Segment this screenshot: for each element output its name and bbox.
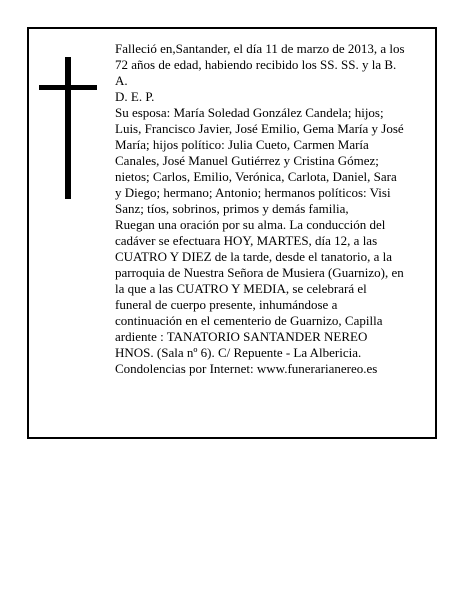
notice-line: Falleció en,Santander, el día 11 de marzo de 2013, a los	[115, 41, 405, 56]
notice-line: Luis, Francisco Javier, José Emilio, Gema María y José	[115, 121, 404, 136]
notice-line: la que a las CUATRO Y MEDIA, se celebrará el	[115, 281, 367, 296]
cross-horizontal-bar	[39, 85, 97, 90]
notice-line: Condolencias por Internet: www.funerarianereo.es	[115, 361, 378, 376]
notice-line: HNOS. (Sala nº 6). C/ Repuente - La Albericia.	[115, 345, 362, 360]
notice-line: ardiente : TANATORIO SANTANDER NEREO	[115, 329, 368, 344]
notice-line: 72 años de edad, habiendo recibido los SS. SS. y la B.	[115, 57, 397, 72]
notice-line: CUATRO Y DIEZ de la tarde, desde el tanatorio, a la	[115, 249, 392, 264]
notice-line: Su esposa: María Soledad González Candela; hijos;	[115, 105, 384, 120]
notice-line: Sanz; tíos, sobrinos, primos y demás familia,	[115, 201, 349, 216]
latin-cross-icon	[39, 57, 97, 199]
notice-line: continuación en el cementerio de Guarnizo, Capilla	[115, 313, 383, 328]
notice-line: y Diego; hermano; Antonio; hermanos políticos: Visi	[115, 185, 391, 200]
notice-line: A.	[115, 73, 128, 88]
notice-line: María; hijos político: Julia Cueto, Carmen María	[115, 137, 369, 152]
cross-vertical-bar	[65, 57, 71, 199]
obituary-notice-frame	[27, 27, 437, 439]
notice-line: D. E. P.	[115, 89, 155, 104]
notice-line: parroquia de Nuestra Señora de Musiera (Guarnizo), en	[115, 265, 404, 280]
obituary-text	[115, 41, 423, 377]
notice-line: funeral de cuerpo presente, inhumándose a	[115, 297, 338, 312]
notice-line: Ruegan una oración por su alma. La conducción del	[115, 217, 386, 232]
notice-line: cadáver se efectuara HOY, MARTES, día 12, a las	[115, 233, 378, 248]
notice-line: nietos; Carlos, Emilio, Verónica, Carlota, Daniel, Sara	[115, 169, 397, 184]
notice-line: Canales, José Manuel Gutiérrez y Cristina Gómez;	[115, 153, 379, 168]
